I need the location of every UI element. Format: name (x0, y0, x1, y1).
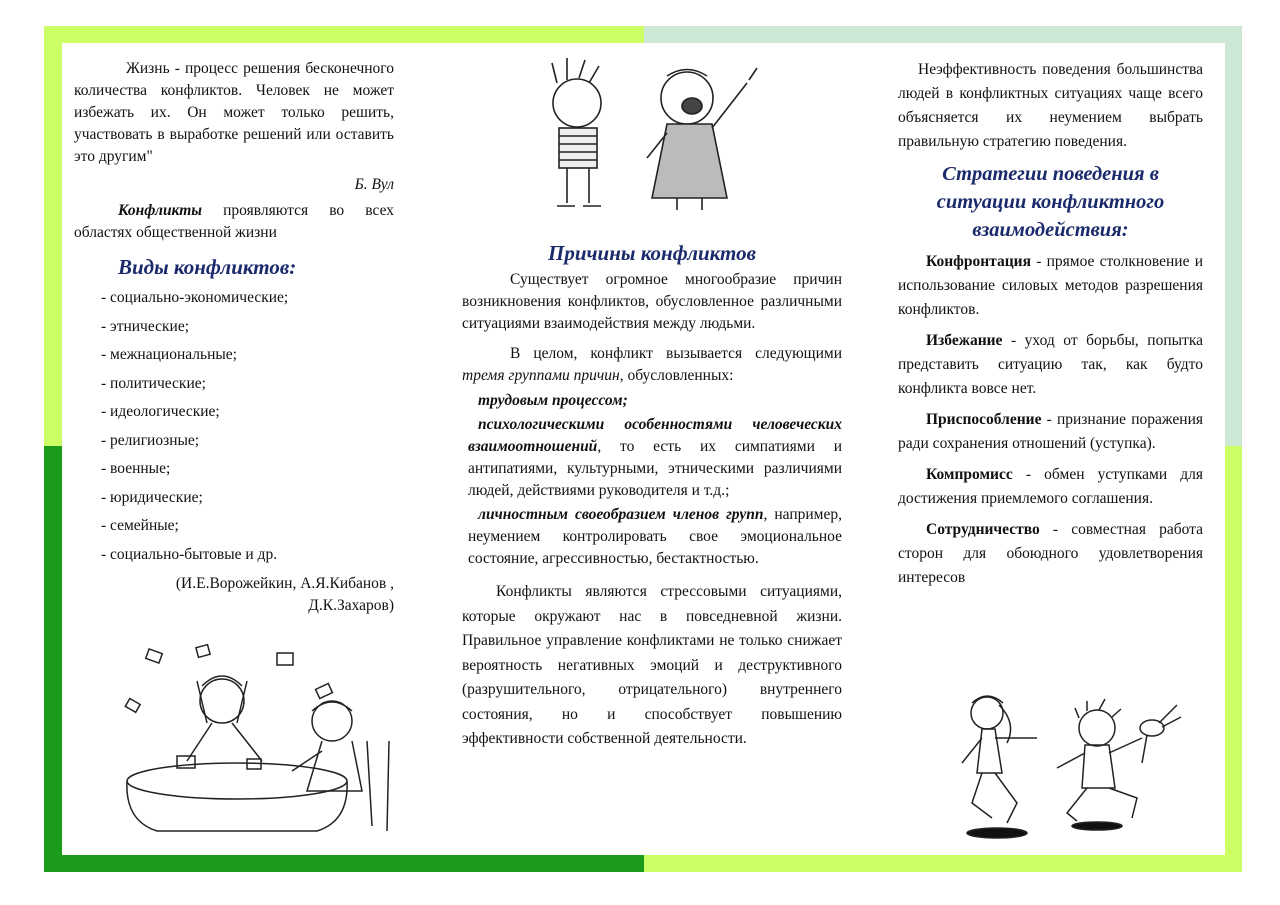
strategy-item (898, 518, 1203, 590)
left-column (74, 43, 394, 617)
list-item: - идеологические; (101, 403, 220, 420)
list-item: - семейные; (101, 517, 179, 534)
right-intro: Неэффективность поведения большинства людей в конфликтных ситуациях чаще всего объясняется их неумением выбрать правильную стратегию поведения. (898, 61, 1203, 150)
strategy-term: Компромисс (926, 466, 1013, 483)
kids-at-table-illustration (117, 641, 407, 841)
arguing-kids-illustration (527, 58, 777, 218)
p2-text-b: , обусловленных: (619, 367, 734, 384)
right-column (898, 43, 1203, 590)
kinds-title: Виды конфликтов: (118, 255, 297, 279)
authors-line1: (И.Е.Ворожейкин, А.Я.Кибанов , (175, 575, 394, 592)
causes-title: Причины конфликтов (548, 241, 756, 265)
quote-text: Жизнь - процесс решения бесконечного количества конфликтов. Человек не может избежать их. Он может только решить, участвовать в выработке решений или оставить это другим" (74, 60, 394, 165)
strategy-desc: - признание поражения ради сохранения отношений (уступка). (898, 411, 1203, 452)
strategy-term: Сотрудничество (926, 521, 1040, 538)
authors-line2: Д.К.Захаров) (308, 597, 394, 614)
middle-column (462, 239, 842, 752)
strategy-desc: - обмен уступками для достижения приемлемого соглашения. (898, 466, 1203, 507)
list-item: - юридические; (101, 488, 203, 506)
cause-2 (462, 414, 842, 502)
causes-paragraph-1: Существует огромное многообразие причин возникновения конфликтов, обусловленное различными ситуациями взаимодействия между людьми. (462, 271, 842, 332)
conflicts-rest: проявляются во всех областях общественной жизни (74, 202, 394, 241)
strategies-list (898, 250, 1203, 590)
list-item: - социально-бытовые и др. (101, 545, 278, 563)
running-kids-illustration (937, 693, 1187, 843)
strategy-term: Избежание (926, 332, 1003, 349)
causes-paragraph-3: Конфликты являются стрессовыми ситуациями, которые окружают нас в повседневной жизни. Правильное управление конфликтами не только снижает вероятность негативных эмоций и деструктивного (разрушительного, отрицательного) внутреннего состояния, но и способствует повышению эффективности собственной деятельности. (462, 583, 842, 747)
strategy-item (898, 329, 1203, 401)
cause-2-rest: , то есть их симпатиями и антипатиями, культурными, этническими различиями людей, действиями руководителя и т.д.; (468, 438, 842, 499)
strategy-item (898, 250, 1203, 322)
strategy-item (898, 463, 1203, 511)
list-item: - социально-экономические; (101, 289, 289, 306)
list-item: - этнические; (101, 317, 190, 335)
cause-1: трудовым процессом; (478, 392, 628, 409)
brochure-page (62, 43, 1225, 855)
strategy-term: Конфронтация (926, 253, 1031, 270)
cause-3-rest: , например, неумением контролировать свое эмоциональное состояние, агрессивностью, бестактностью. (468, 506, 842, 567)
strategy-item (898, 408, 1203, 456)
strategy-desc: - совместная работа сторон для обоюдного удовлетворения интересов (898, 521, 1203, 586)
quote-author: Б. Вул (354, 176, 394, 193)
list-item: - межнациональные; (101, 346, 237, 363)
list-item: - политические; (101, 374, 206, 392)
cause-3-em: личностным своеобразием членов групп (478, 506, 764, 523)
strategy-desc: - уход от борьбы, попытка представить ситуацию так, как будто конфликта вовсе нет. (898, 332, 1203, 397)
conflicts-lead: Конфликты (118, 202, 203, 219)
causes-paragraph-2 (462, 343, 842, 387)
p2-text-a: В целом, конфликт вызывается следующими (510, 345, 842, 362)
cause-3 (462, 504, 842, 570)
list-item: - военные; (101, 460, 171, 477)
cause-2-em: психологическими особенностями человеческих взаимоотношений (468, 416, 842, 455)
strategy-term: Приспособление (926, 411, 1042, 428)
strategy-desc: - прямое столкновение и использование силовых методов разрешения конфликтов. (898, 253, 1203, 318)
kinds-list (74, 284, 394, 569)
strategies-title: Стратегии поведения в ситуации конфликтного взаимодействия: (936, 163, 1165, 241)
conflicts-statement (74, 200, 394, 244)
p2-text-em: тремя группами причин (462, 367, 620, 384)
list-item: - религиозные; (101, 431, 200, 449)
